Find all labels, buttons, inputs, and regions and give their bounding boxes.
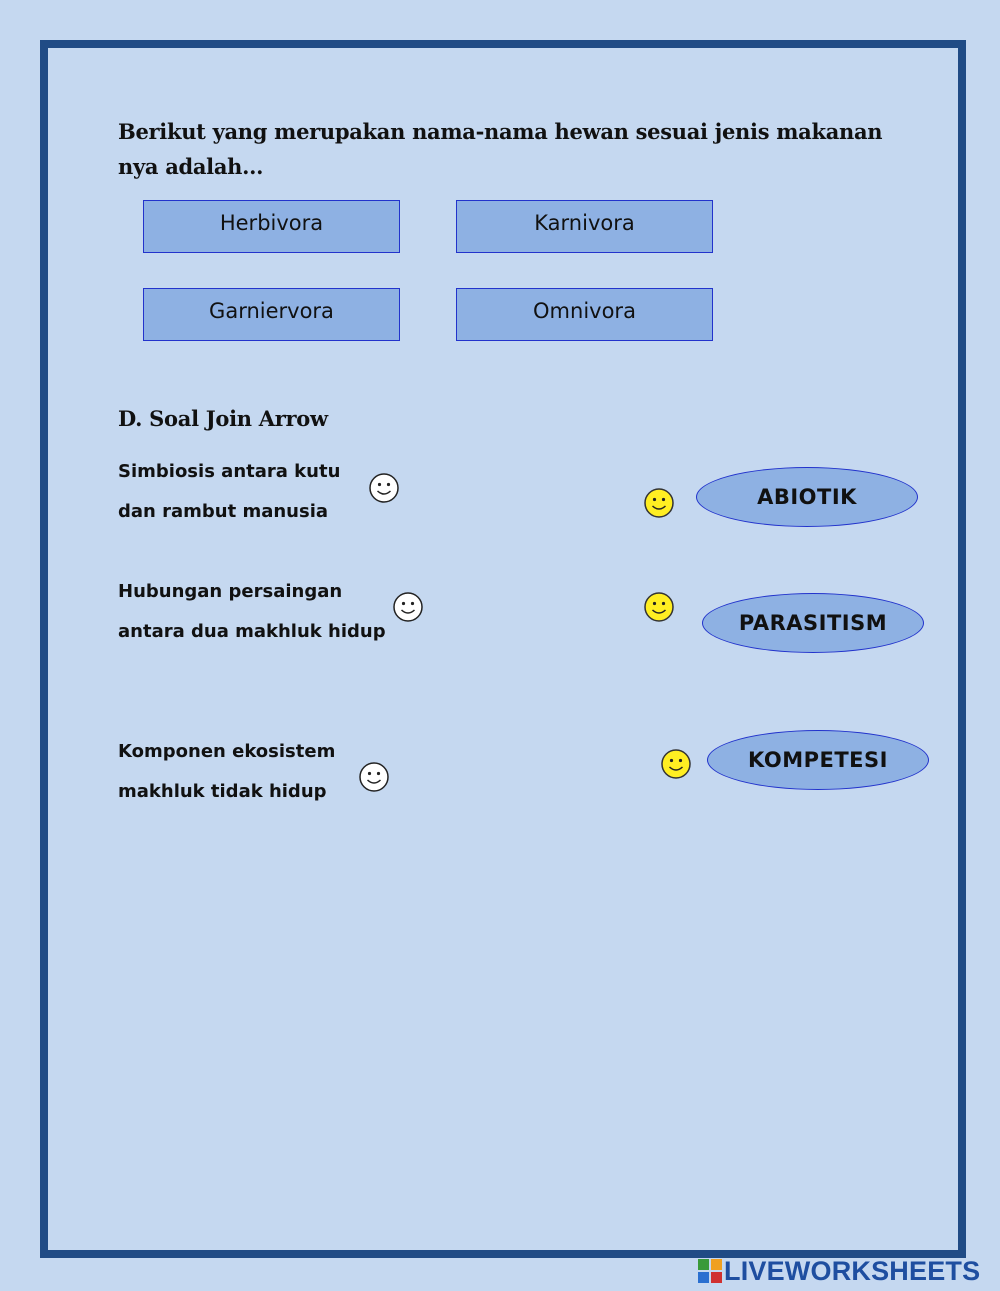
prompt-2 <box>118 572 386 652</box>
prompt-1-line-2: dan rambut manusia <box>118 501 329 522</box>
answer-abiotik[interactable]: ABIOTIK <box>696 467 918 527</box>
prompt-1-line-1: Simbiosis antara kutu <box>118 461 341 482</box>
question-text <box>118 114 898 184</box>
smiley-icon-right-2[interactable] <box>643 591 675 623</box>
smiley-icon-right-1[interactable] <box>643 487 675 519</box>
prompt-2-line-1: Hubungan persaingan <box>118 581 343 602</box>
option-garniervora[interactable]: Garniervora <box>143 288 400 341</box>
prompt-3-line-1: Komponen ekosistem <box>118 741 336 762</box>
answer-kompetesi[interactable]: KOMPETESI <box>707 730 929 790</box>
liveworksheets-logo-icon <box>698 1259 722 1283</box>
question-line-1: Berikut yang merupakan nama-nama hewan sesuai jenis makanan <box>118 119 883 144</box>
prompt-1 <box>118 452 340 532</box>
prompt-2-line-2: antara dua makhluk hidup <box>118 621 386 642</box>
prompt-3-line-2: makhluk tidak hidup <box>118 781 327 802</box>
smiley-icon-right-3[interactable] <box>660 748 692 780</box>
smiley-icon-left-2[interactable] <box>392 591 424 623</box>
liveworksheets-logo[interactable] <box>698 1257 980 1285</box>
smiley-icon-left-1[interactable] <box>368 472 400 504</box>
question-line-2: nya adalah... <box>118 154 264 179</box>
option-karnivora[interactable]: Karnivora <box>456 200 713 253</box>
section-title: D. Soal Join Arrow <box>118 406 328 431</box>
option-herbivora[interactable]: Herbivora <box>143 200 400 253</box>
answer-parasitism[interactable]: PARASITISM <box>702 593 924 653</box>
option-omnivora[interactable]: Omnivora <box>456 288 713 341</box>
logo-text: LIVEWORKSHEETS <box>724 1255 981 1286</box>
smiley-icon-left-3[interactable] <box>358 761 390 793</box>
prompt-3 <box>118 732 335 812</box>
